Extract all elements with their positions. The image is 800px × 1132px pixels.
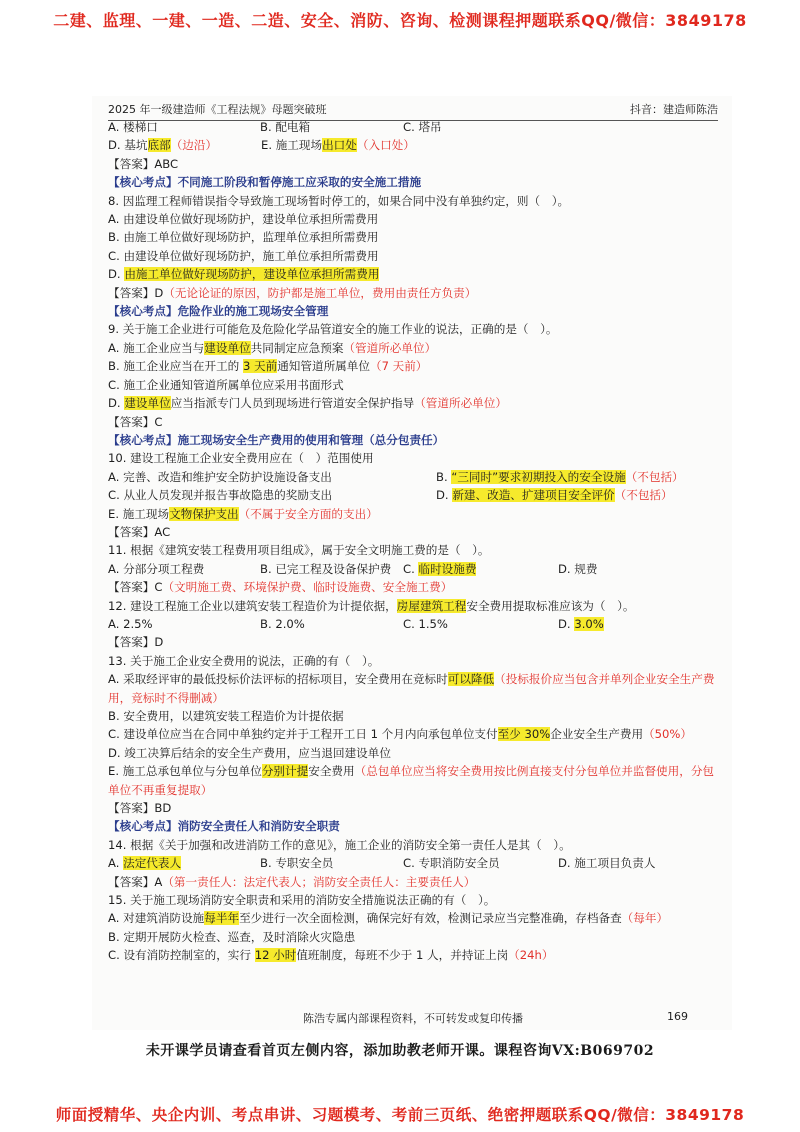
option-line: C. 由建设单位做好现场防护，施工单位承担所需费用 [108, 248, 379, 263]
top-promo-banner: 二建、监理、一建、一造、二造、安全、消防、咨询、检测课程押题联系QQ/微信：3849178 [53, 11, 747, 30]
option-line: A. 由建设单位做好现场防护，建设单位承担所需费用 [108, 212, 379, 227]
option-line: B. 安全费用，以建筑安装工程造价为计提依据 [108, 709, 344, 723]
header-title: 2025 年一级建造师《工程法规》母题突破班 [108, 103, 327, 116]
option-line: D. 建设单位应当指派专门人员到现场进行管道安全保护指导（管道所必单位） [108, 396, 507, 411]
question-stem: 10. 建设工程施工企业安全费用应在（ ）范围使用 [108, 451, 374, 466]
answer-line: 【答案】C [108, 414, 163, 429]
option-line: A. 分部分项工程费 B. 已完工程及设备保护费 C. 临时设施费 D. 规费 [108, 561, 598, 576]
question-stem: 11. 根据《建筑安装工程费用项目组成》，属于安全文明施工费的是（ ）。 [108, 543, 490, 558]
option-line: A. 对建筑消防设施每半年至少进行一次全面检测，确保完好有效，检测记录应当完整准确，存档备查（每年） [108, 911, 669, 926]
answer-line: 【答案】D [108, 635, 164, 650]
answer-line: 【答案】ABC [108, 156, 179, 171]
key-point-heading: 【核心考点】危险作业的施工现场安全管理 [108, 304, 329, 319]
option-line: A. 完善、改造和维护安全防护设施设备支出 B. “三同时”要求初期投入的安全设施（不包括） [108, 469, 684, 484]
page-footer [108, 1010, 718, 1026]
option-line: D. 基坑底部（边沿） E. 施工现场出口处（入口处） [108, 138, 415, 153]
key-point-heading: 【核心考点】消防安全责任人和消防安全职责 [108, 819, 340, 834]
bottom-promo-banner: 师面授精华、央企内训、考点串讲、习题模考、考前三页纸、绝密押题联系QQ/微信：3849178 [55, 1106, 745, 1124]
enrollment-notice: 未开课学员请查看首页左侧内容，添加助教老师开课。课程咨询VX:B069702 [145, 1043, 655, 1059]
option-line: B. 由施工单位做好现场防护，监理单位承担所需费用 [108, 230, 379, 245]
option-line: A. 采取经评审的最低投标价法评标的招标项目，安全费用在竞标时可以降低（投标报价应当包含并单列企业安全生产费用，竞标时不得删减） [108, 672, 715, 705]
question-stem: 8. 因监理工程师错误指令导致施工现场暂时停工的，如果合同中没有单独约定，则（ ）。 [108, 193, 570, 208]
page-number: 169 [667, 1010, 688, 1023]
option-line: A. 施工企业应当与建设单位共同制定应急预案（管道所必单位） [108, 340, 437, 355]
option-line: C. 从业人员发现并报告事故隐患的奖励支出 D. 新建、改造、扩建项目安全评价（不包括） [108, 488, 673, 503]
question-stem: 13. 关于施工企业安全费用的说法，正确的有（ ）。 [108, 653, 380, 668]
option-line: D. 竣工决算后结余的安全生产费用，应当退回建设单位 [108, 745, 391, 760]
answer-line: 【答案】AC [108, 524, 171, 539]
footer-copyright: 陈浩专属内部课程资料，不可转发或复印传播 [303, 1012, 523, 1025]
option-line: A. 法定代表人 B. 专职安全员 C. 专职消防安全员 D. 施工项目负责人 [108, 856, 656, 871]
answer-line: 【答案】D（无论论证的原因，防护都是施工单位，费用由责任方负责） [108, 285, 477, 300]
key-point-heading: 【核心考点】不同施工阶段和暂停施工应采取的安全施工措施 [108, 175, 422, 190]
option-line: A. 楼梯口 B. 配电箱 C. 塔吊 [108, 120, 442, 134]
question-stem: 12. 建设工程施工企业以建筑安装工程造价为计提依据，房屋建筑工程安全费用提取标准应该为（ ）。 [108, 598, 635, 613]
key-point-heading: 【核心考点】施工现场安全生产费用的使用和管理（总分包责任） [108, 432, 445, 447]
answer-line: 【答案】A（第一责任人：法定代表人；消防安全责任人：主要责任人） [108, 874, 476, 889]
option-line: E. 施工现场文物保护支出（不属于安全方面的支出） [108, 506, 378, 521]
option-line: C. 设有消防控制室的，实行 12 小时值班制度，每班不少于 1 人，并持证上岗（24h） [108, 948, 554, 963]
question-stem: 15. 关于施工现场消防安全职责和采用的消防安全措施说法正确的有（ ）。 [108, 893, 496, 908]
option-line: B. 施工企业应当在开工的 3 天前通知管道所属单位（7 天前） [108, 359, 428, 374]
question-stem: 9. 关于施工企业进行可能危及危险化学品管道安全的施工作业的说法，正确的是（ ）。 [108, 322, 558, 337]
question-content [108, 118, 723, 965]
option-line: C. 施工企业通知管道所属单位应采用书面形式 [108, 377, 344, 392]
option-line: D. 由施工单位做好现场防护，建设单位承担所需费用 [108, 267, 380, 282]
option-line: C. 建设单位应当在合同中单独约定并于工程开工日 1 个月内向承包单位支付至少 30%企业安全生产费用（50%） [108, 727, 693, 742]
option-line: A. 2.5% B. 2.0% C. 1.5% D. 3.0% [108, 616, 604, 631]
option-line: B. 定期开展防火检查、巡查，及时消除火灾隐患 [108, 929, 356, 944]
header-author: 抖音：建造师陈浩 [630, 103, 718, 116]
option-line: E. 施工总承包单位与分包单位分别计提安全费用（总包单位应当将安全费用按比例直接支付分包单位并监督使用，分包单位不再重复提取） [108, 764, 715, 797]
answer-line: 【答案】BD [108, 801, 172, 816]
answer-line: 【答案】C（文明施工费、环境保护费、临时设施费、安全施工费） [108, 580, 453, 595]
question-stem: 14. 根据《关于加强和改进消防工作的意见》，施工企业的消防安全第一责任人是其（ ）。 [108, 837, 571, 852]
